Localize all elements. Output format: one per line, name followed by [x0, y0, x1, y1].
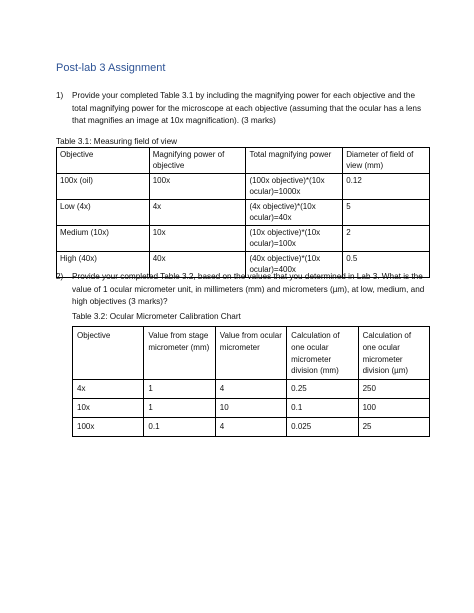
header-cell: Calculation of one ocular micrometer division (mm)	[287, 327, 358, 380]
table-cell: 4x	[73, 380, 144, 399]
table-cell: 0.1	[144, 418, 215, 437]
table-1-caption: Table 3.1: Measuring field of view	[56, 137, 178, 146]
table-cell: 2	[343, 226, 430, 252]
table-cell: 250	[358, 380, 429, 399]
table-cell: (100x objective)*(10x ocular)=1000x	[246, 174, 343, 200]
question-2-number: 2)	[56, 272, 64, 281]
table-cell: 0.25	[287, 380, 358, 399]
table-cell: (10x objective)*(10x ocular)=100x	[246, 226, 343, 252]
table-cell: 4x	[149, 200, 246, 226]
question-1	[56, 90, 426, 128]
table-cell: Low (4x)	[57, 200, 150, 226]
header-cell: Magnifying power of objective	[149, 148, 246, 174]
table-header-row	[73, 327, 430, 380]
table-header-row	[57, 148, 430, 174]
header-cell: Total magnifying power	[246, 148, 343, 174]
header-cell: Value from ocular micrometer	[215, 327, 286, 380]
table-cell: 40x	[149, 252, 246, 278]
table-cell: 1	[144, 399, 215, 418]
table-cell: 100x (oil)	[57, 174, 150, 200]
table-cell: 5	[343, 200, 430, 226]
table-cell: Medium (10x)	[57, 226, 150, 252]
table-row	[57, 174, 430, 200]
table-cell: 10	[215, 399, 286, 418]
question-2	[56, 271, 426, 309]
header-cell: Diameter of field of view (mm)	[343, 148, 430, 174]
table-row	[73, 418, 430, 437]
header-cell: Calculation of one ocular micrometer division (µm)	[358, 327, 429, 380]
table-cell: (40x objective)*(10x ocular)=400x	[246, 252, 343, 278]
table-cell: 0.025	[287, 418, 358, 437]
field-of-view-table	[56, 147, 430, 278]
table-2-caption: Table 3.2: Ocular Micrometer Calibration Chart	[72, 312, 241, 321]
table-cell: 0.5	[343, 252, 430, 278]
table-cell: 1	[144, 380, 215, 399]
table-row	[73, 399, 430, 418]
table-cell: (4x objective)*(10x ocular)=40x	[246, 200, 343, 226]
question-1-text: Provide your completed Table 3.1 by including the magnifying power for each objective and the total magnifying power for the microscope at each objective (assuming that the ocular has a lens that magnifies an image at 10x magnification). (3 marks)	[72, 91, 422, 125]
table-cell: 0.12	[343, 174, 430, 200]
question-2-text: Provide your completed Table 3.2, based on the values that you determined in Lab 3. What is the value of 1 ocular micrometer unit, in millimeters (mm) and micrometers (µm), at low, medium, and high objectives (3 marks)?	[72, 272, 425, 306]
table-cell: 25	[358, 418, 429, 437]
table-cell: 10x	[73, 399, 144, 418]
header-cell: Value from stage micrometer (mm)	[144, 327, 215, 380]
table-row	[73, 380, 430, 399]
question-1-number: 1)	[56, 91, 64, 100]
table-cell: 0.1	[287, 399, 358, 418]
page-title: Post-lab 3 Assignment	[56, 62, 166, 74]
table-cell: 100x	[73, 418, 144, 437]
micrometer-calibration-table	[72, 326, 430, 437]
table-cell: 4	[215, 418, 286, 437]
table-cell: 100x	[149, 174, 246, 200]
table-cell: 100	[358, 399, 429, 418]
header-cell: Objective	[57, 148, 150, 174]
table-row	[57, 200, 430, 226]
table-cell: 4	[215, 380, 286, 399]
table-cell: High (40x)	[57, 252, 150, 278]
table-cell: 10x	[149, 226, 246, 252]
table-row	[57, 226, 430, 252]
header-cell: Objective	[73, 327, 144, 380]
